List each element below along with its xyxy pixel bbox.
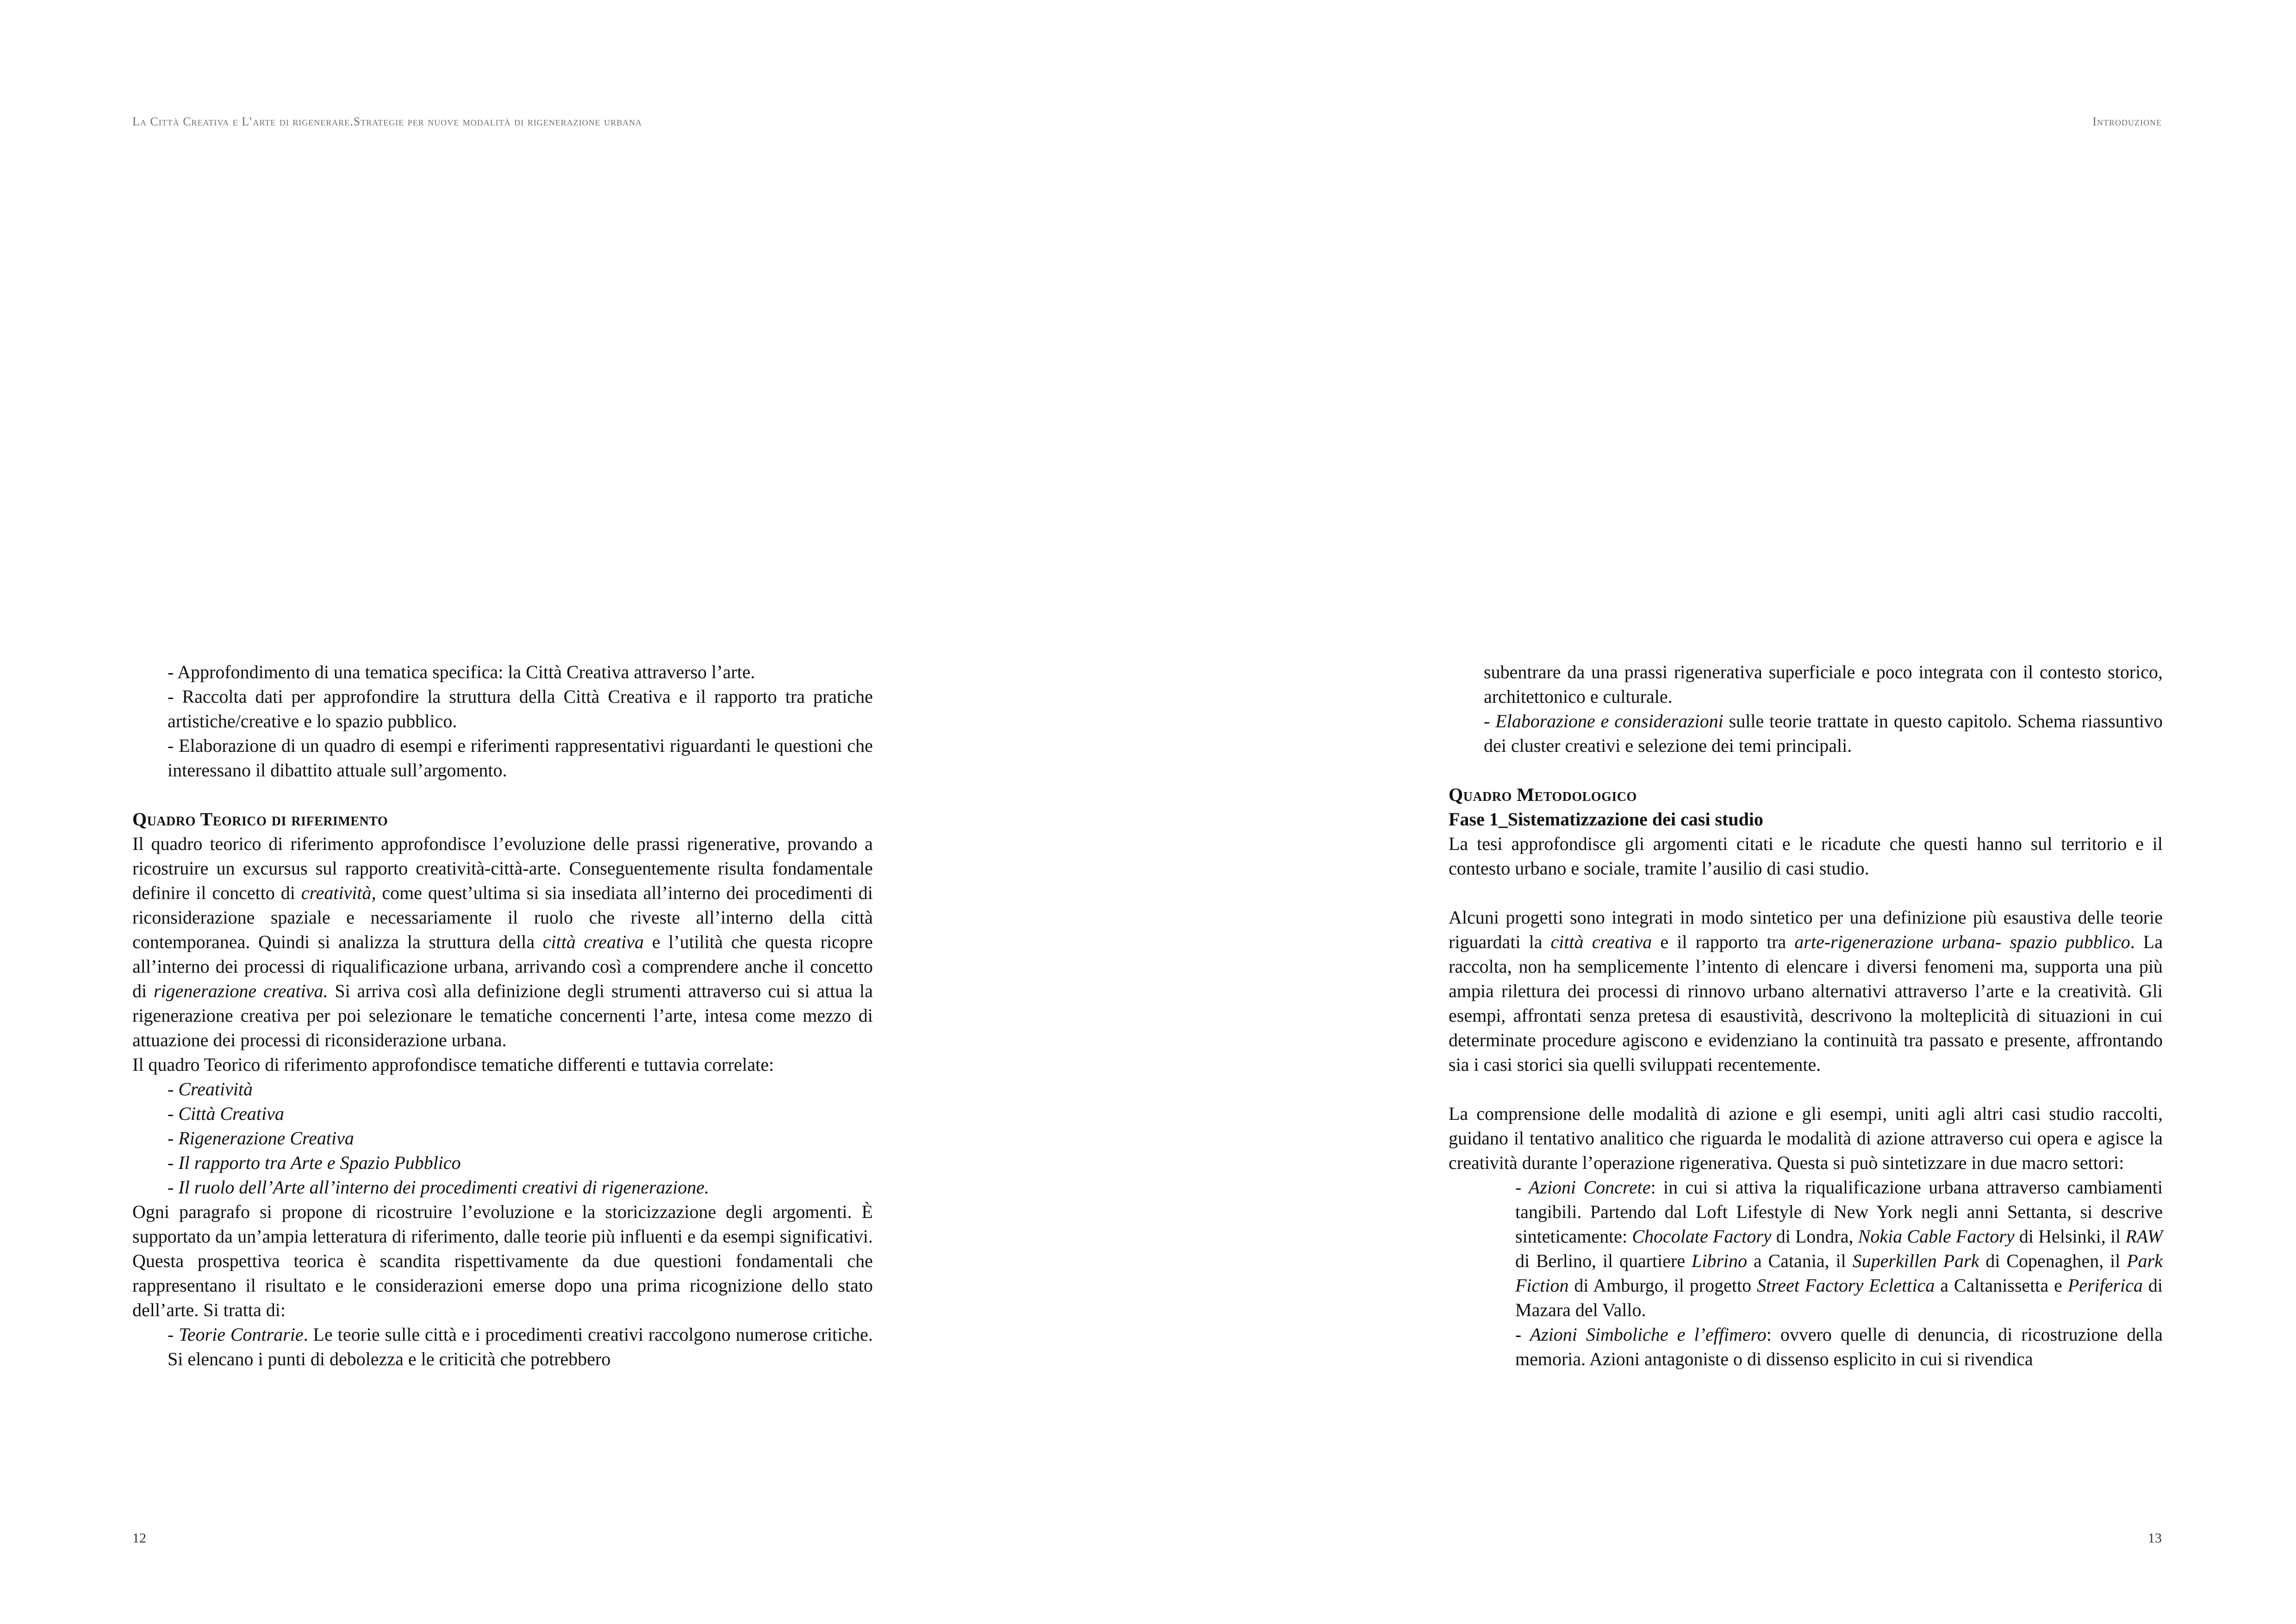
subheading-fase-1: Fase 1_Sistematizzazione dei casi studio [1449,809,1763,830]
paragraph-ogni-paragrafo: Ogni paragrafo si propone di ricostruire l’evoluzione e la storicizzazione degli argomenti. È supportato da un’ampia letteratura di riferimento, dalle teorie più influenti e da esempi significativi. Questa prospettiva teorica è scandita rispettivamente da due questioni fondamentali che rappresentano il risultato e le considerazioni emerse dopo una prima ricognizione dello stato dell’arte. Si tratta di: [132,1201,873,1320]
section-heading-quadro-metodologico: Quadro Metodologico [1449,784,1637,805]
right-page-body [1449,660,2163,1371]
running-head-right: Introduzione [2092,115,2162,128]
list-item-citta-creativa: - Città Creativa [168,1103,284,1124]
item-azioni-concrete: - Azioni Concrete: in cui si attiva la riqualificazione urbana attraverso cambiamenti tangibili. Partendo dal Loft Lifestyle di New York negli anni Settanta, si descrive sinteticamente: Chocolate Factory di Londra, Nokia Cable Factory di Helsinki, il RAW di Berlino, il quartiere Librino a Catania, il Superkillen Park di Copenaghen, il Park Fiction di Amburgo, il progetto Street Factory Eclettica a Caltanissetta e Periferica di Mazara del Vallo. [1515,1177,2163,1320]
item-azioni-simboliche: - Azioni Simboliche e l’effimero: ovvero quelle di denuncia, di ricostruzione della memoria. Azioni antagoniste o di dissenso esplicito in cui si rivendica [1515,1324,2163,1369]
section-heading-quadro-teorico: Quadro Teorico di riferimento [132,809,388,830]
intro-item-2: - Raccolta dati per approfondire la struttura della Città Creativa e il rapporto tra pratiche artistiche/creative e lo spazio pubblico. [168,686,873,731]
paragraph-tesi: La tesi approfondisce gli argomenti citati e le ricadute che questi hanno sul territorio e il contesto urbano e sociale, tramite l’ausilio di casi studio. [1449,833,2163,879]
paragraph-comprensione: La comprensione delle modalità di azione e gli esempi, uniti agli altri casi studio raccolti, guidano il tentativo analitico che riguarda le modalità di azione attraverso cui opera e agisce la creatività durante l’operazione rigenerativa. Questa si può sintetizzare in due macro settori: [1449,1103,2163,1173]
list-item-ruolo-arte: - Il ruolo dell’Arte all’interno dei procedimenti creativi di rigenerazione. [168,1177,709,1198]
paragraph-tematiche: Il quadro Teorico di riferimento approfondisce tematiche differenti e tuttavia correlate: [132,1054,774,1075]
item-teorie-contrarie: - Teorie Contrarie. Le teorie sulle città e i procedimenti creativi raccolgono numerose critiche. Si elencano i punti di debolezza e le criticità che potrebbero [168,1324,873,1369]
list-item-arte-spazio-pubblico: - Il rapporto tra Arte e Spazio Pubblico [168,1152,461,1173]
left-page-body [132,660,873,1371]
list-item-rigenerazione-creativa: - Rigenerazione Creativa [168,1128,354,1149]
running-head-left: La Città Creativa e L’arte di rigenerare.Strategie per nuove modalità di rigenerazione urbana [132,115,642,128]
page-number-right: 13 [2148,1530,2162,1546]
paragraph-quadro-teorico: Il quadro teorico di riferimento approfondisce l’evoluzione delle prassi rigenerative, provando a ricostruire un excursus sul rapporto creatività-città-arte. Conseguentemente risulta fondamentale definire il concetto di creatività, come quest’ultima si sia insediata all’interno dei procedimenti di riconsiderazione spaziale e necessariamente il ruolo che riveste all’interno della città contemporanea. Quindi si analizza la struttura della città creativa e l’utilità che questa ricopre all’interno dei processi di riqualificazione urbana, arrivando così a comprendere anche il concetto di rigenerazione creativa. Si arriva così alla definizione degli strumenti attraverso cui si attua la rigenerazione creativa per poi selezionare le tematiche concernenti l’arte, intesa come mezzo di attuazione dei processi di riconsiderazione urbana. [132,833,873,1050]
list-item-creativita: - Creatività [168,1079,253,1099]
intro-item-3: - Elaborazione di un quadro di esempi e riferimenti rappresentativi riguardanti le questioni che interessano il dibattito attuale sull’argomento. [168,735,873,781]
right-page [1148,0,2296,1624]
paragraph-progetti: Alcuni progetti sono integrati in modo sintetico per una definizione più esaustiva delle teorie riguardati la città creativa e il rapporto tra arte-rigenerazione urbana- spazio pubblico. La raccolta, non ha semplicemente l’intento di elencare i diversi fenomeni ma, supporta una più ampia rilettura dei processi di rinnovo urbano alternativi attraverso l’arte e la creatività. Gli esempi, affrontati senza pretesa di esaustività, descrivono la molteplicità di situazioni in cui determinate procedure agiscono e evidenziano la continuità tra passato e presente, affrontando sia i casi storici sia quelli sviluppati recentemente. [1449,907,2163,1075]
item-elaborazione: - Elaborazione e considerazioni sulle teorie trattate in questo capitolo. Schema riassuntivo dei cluster creativi e selezione dei temi principali. [1484,711,2163,756]
page-number-left: 12 [132,1530,146,1546]
continued-text: subentrare da una prassi rigenerativa superficiale e poco integrata con il contesto storico, architettonico e culturale. [1484,662,2163,707]
intro-item-1: - Approfondimento di una tematica specifica: la Città Creativa attraverso l’arte. [168,662,755,682]
